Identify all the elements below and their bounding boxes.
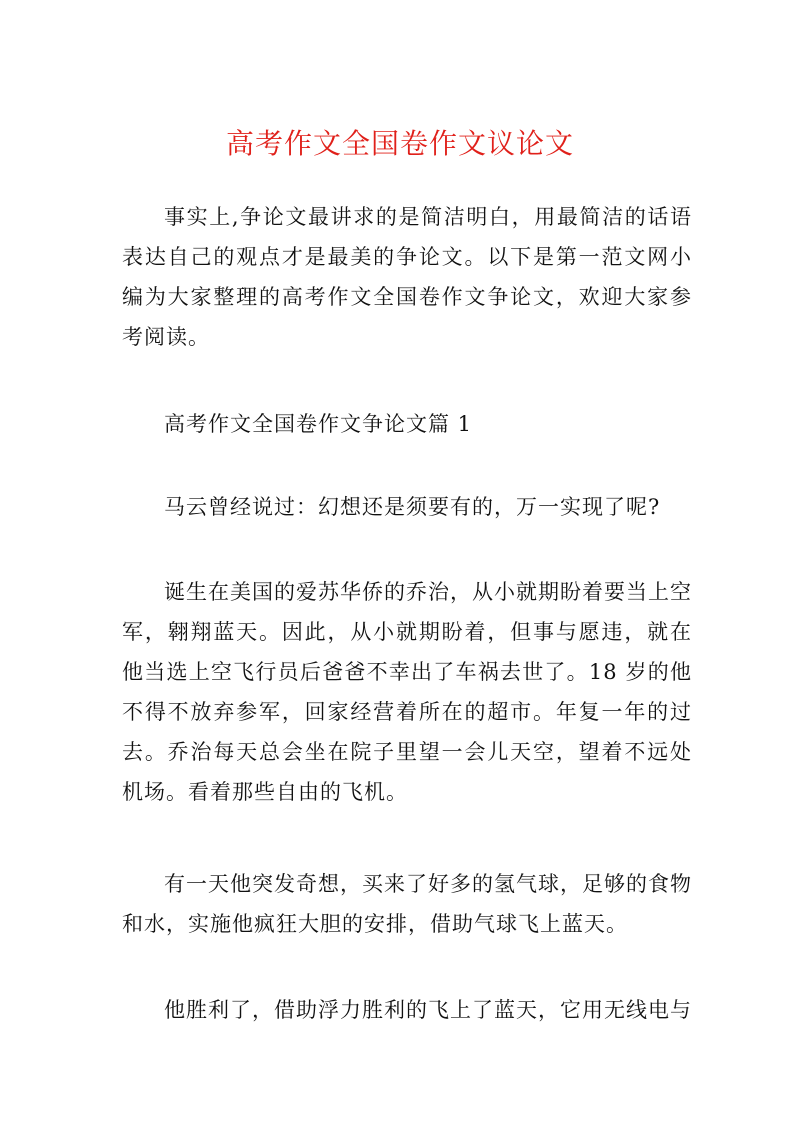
body-paragraph: 他胜利了，借助浮力胜利的飞上了蓝天，它用无线电与 xyxy=(164,998,692,1022)
body-paragraph: 有一天他突发奇想，买来了好多的氢气球，足够的食物和水，实施他疯狂大胆的安排，借助气球飞上蓝天。 xyxy=(122,872,692,936)
section-heading: 高考作文全国卷作文争论文篇 1 xyxy=(164,412,473,436)
body-paragraph: 马云曾经说过：幻想还是须要有的，万一实现了呢? xyxy=(164,495,661,519)
intro-paragraph: 事实上,争论文最讲求的是简洁明白，用最简洁的话语表达自己的观点才是最美的争论文。以下是第一范文网小编为大家整理的高考作文全国卷作文争论文，欢迎大家参考阅读。 xyxy=(122,205,692,349)
body-paragraph: 诞生在美国的爱苏华侨的乔治，从小就期盼着要当上空军，翱翔蓝天。因此，从小就期盼着，但事与愿违，就在他当选上空飞行员后爸爸不幸出了车祸去世了。18 岁的他不得不放弃参军，回家经营着所在的超市。年复一年的过去。乔治每天总会坐在院子里望一会儿天空，望着不远处机场。看着那些自由的飞机。 xyxy=(122,580,692,804)
document-title: 高考作文全国卷作文议论文 xyxy=(225,127,574,160)
